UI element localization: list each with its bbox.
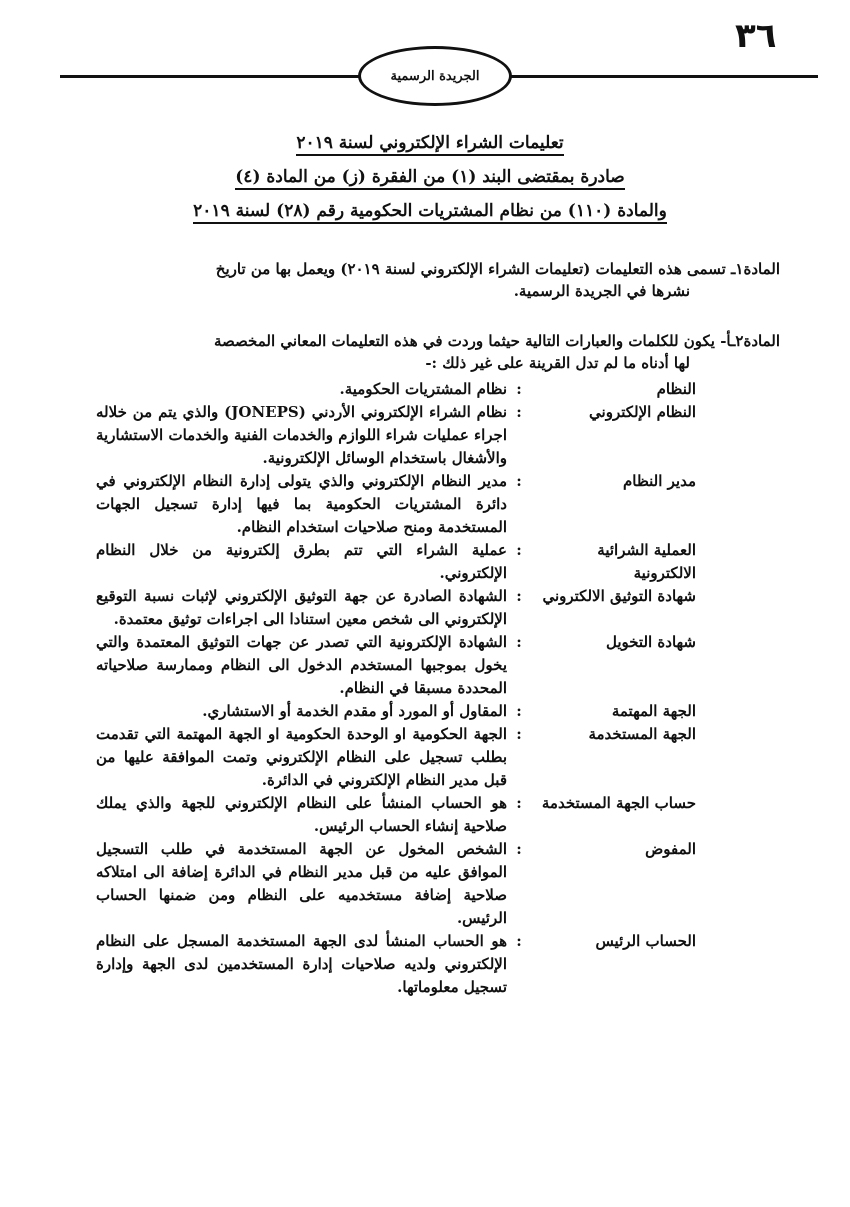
definition-colon: : (516, 633, 522, 651)
definition-row (96, 631, 696, 700)
title-line-1: تعليمات الشراء الإلكتروني لسنة ٢٠١٩ (296, 133, 563, 156)
definition-term: النظام (656, 380, 696, 398)
page-number: ٣٦ (735, 16, 777, 56)
definition-text: عملية الشراء التي تتم بطرق إلكترونية من خلال النظام الإلكتروني. (96, 541, 507, 582)
definition-colon: : (516, 472, 522, 490)
definition-text: الشخص المخول عن الجهة المستخدمة في طلب التسجيل الموافق عليه من قبل مدير النظام في الدائرة إضافة الى امتلاكه صلاحية إضافة مستخدميه على النظام ومن ضمنها الحساب الرئيس. (96, 840, 507, 927)
article-2-text: يكون للكلمات والعبارات التالية حيثما وردت في هذه التعليمات المعاني المخصصة (213, 332, 715, 350)
definition-term: الجهة المهتمة (611, 702, 696, 720)
definition-term: حساب الجهة المستخدمة (541, 794, 696, 812)
article-2-text-cont: لها أدناه ما لم تدل القرينة على غير ذلك :- (425, 354, 690, 372)
definition-text: نظام المشتريات الحكومية. (339, 380, 507, 398)
definition-text: نظام الشراء الإلكتروني الأردني (JONEPS) والذي يتم من خلاله اجراء عمليات شراء اللوازم والخدمات الفنية والخدمات الاستشارية والأشغال باستخدام الوسائل الإلكترونية. (96, 403, 507, 467)
definition-term: مدير النظام (622, 472, 696, 490)
definition-term: العملية الشرائية الالكترونية (597, 541, 696, 582)
article-1-text-cont: نشرها في الجريدة الرسمية. (513, 282, 690, 300)
article-1 (98, 258, 780, 302)
definitions-list (96, 378, 696, 999)
article-2-label: المادة٢ـأ- (720, 332, 780, 350)
definition-colon: : (516, 403, 522, 421)
definition-text: هو الحساب المنشأ على النظام الإلكتروني للجهة والذي يملك صلاحية إنشاء الحساب الرئيس. (96, 794, 507, 835)
definition-row (96, 723, 696, 792)
definition-row (96, 378, 696, 401)
definition-text: الشهادة الإلكترونية التي تصدر عن جهات التوثيق المعتمدة والتي يخول بموجبها المستخدم الدخول الى النظام وممارسة صلاحياته المحددة مسبقا في النظام. (96, 633, 507, 697)
definition-row (96, 539, 696, 585)
definition-text: مدير النظام الإلكتروني والذي يتولى إدارة النظام الإلكتروني في دائرة المشتريات الحكومية بما فيها إدارة تسجيل الجهات المستخدمة ومنح صلاحيات استخدام النظام. (96, 472, 507, 536)
definition-row (96, 401, 696, 470)
definition-row (96, 792, 696, 838)
article-1-label: المادة١ـ (731, 260, 780, 278)
definition-colon: : (516, 794, 522, 812)
definition-text: الجهة الحكومية او الوحدة الحكومية او الجهة المهتمة التي تقدمت بطلب تسجيل على النظام الإلكتروني وتمت الموافقة عليها من قبل مدير النظام الإلكتروني في الدائرة. (96, 725, 507, 789)
definition-colon: : (516, 587, 522, 605)
definition-row (96, 585, 696, 631)
definition-text: الشهادة الصادرة عن جهة التوثيق الإلكتروني لإثبات نسبة التوقيع الإلكتروني الى شخص معين استنادا الى اجراءات توثيق معتمدة. (96, 587, 507, 628)
definition-term: الجهة المستخدمة (588, 725, 696, 743)
definition-row (96, 838, 696, 930)
definition-colon: : (516, 725, 522, 743)
title-line-3: والمادة (١١٠) من نظام المشتريات الحكومية رقم (٢٨) لسنة ٢٠١٩ (193, 201, 667, 224)
definition-row (96, 470, 696, 539)
definition-text: المقاول أو المورد أو مقدم الخدمة أو الاستشاري. (202, 702, 507, 720)
definition-colon: : (516, 541, 522, 559)
definition-text: هو الحساب المنشأ لدى الجهة المستخدمة المسجل على النظام الإلكتروني ولديه صلاحيات إدارة المستخدمين لدى الجهة وإدارة تسجيل معلوماتها. (96, 932, 507, 996)
definition-colon: : (516, 840, 522, 858)
document-title (150, 128, 710, 230)
definition-term: الحساب الرئيس (595, 932, 696, 950)
definition-colon: : (516, 932, 522, 950)
article-2 (96, 330, 780, 374)
definition-term: شهادة التخويل (605, 633, 696, 651)
definition-term: شهادة التوثيق الالكتروني (542, 587, 696, 605)
article-1-text: تسمى هذه التعليمات (تعليمات الشراء الإلكتروني لسنة ٢٠١٩) ويعمل بها من تاريخ (215, 260, 726, 278)
definition-row (96, 700, 696, 723)
gazette-label: الجريدة الرسمية (390, 68, 480, 84)
definition-row (96, 930, 696, 999)
definition-term: النظام الإلكتروني (589, 403, 696, 421)
gazette-badge (358, 46, 512, 106)
definition-term: المفوض (645, 840, 696, 858)
title-line-2: صادرة بمقتضى البند (١) من الفقرة (ز) من المادة (٤) (235, 167, 624, 190)
definition-colon: : (516, 380, 522, 398)
definition-colon: : (516, 702, 522, 720)
